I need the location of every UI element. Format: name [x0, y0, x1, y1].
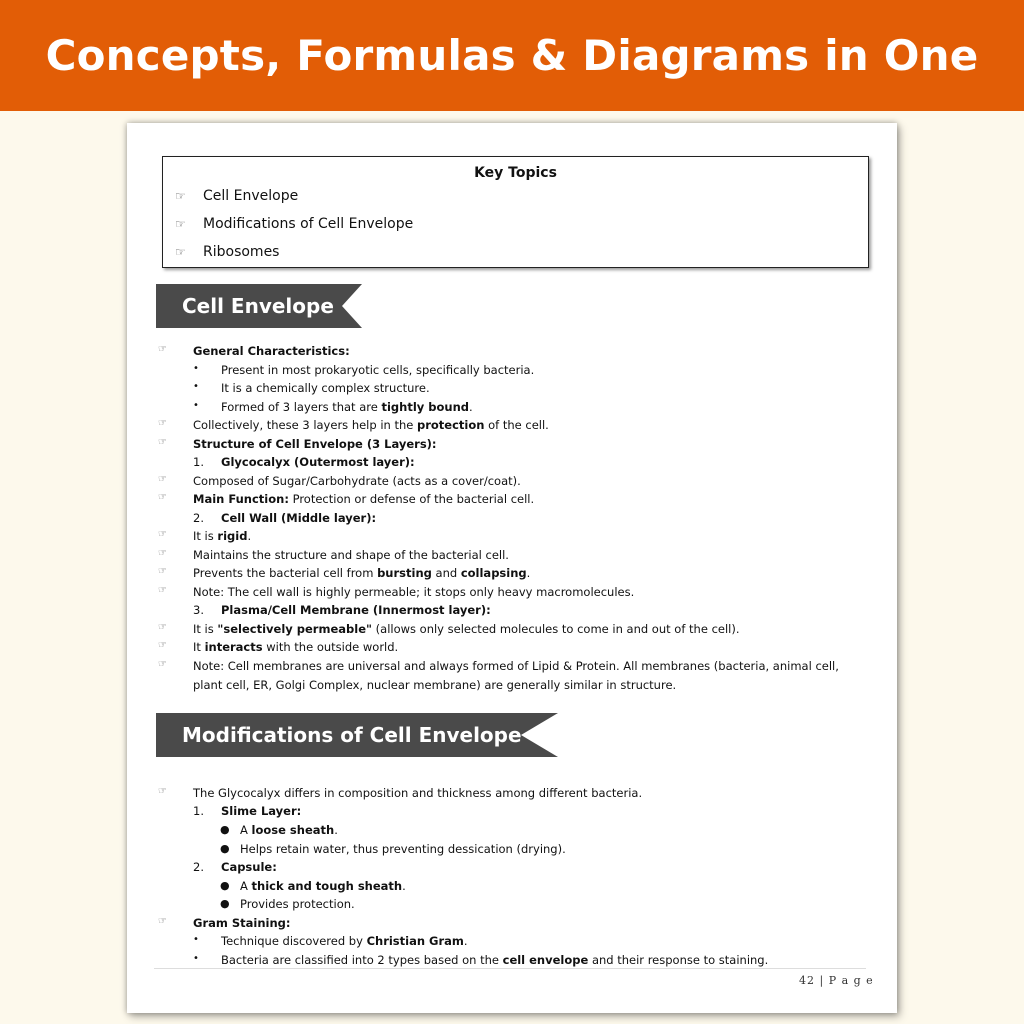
bullet-icon: ●: [220, 842, 230, 855]
pointing-hand-icon: ☞: [158, 640, 167, 651]
section-title: Modifications of Cell Envelope: [182, 723, 522, 747]
banner: [0, 0, 1024, 111]
pointing-hand-icon: ☞: [158, 566, 167, 577]
bullet-icon: •: [193, 363, 199, 374]
bullet-icon: •: [193, 953, 199, 964]
pointing-hand-icon: ☞: [158, 622, 167, 633]
pointing-hand-icon: ☞: [158, 529, 167, 540]
footer-divider: [154, 968, 866, 969]
section-header-cell-envelope: [156, 284, 362, 328]
pointing-hand-icon: ☞: [175, 245, 186, 259]
pointing-hand-icon: ☞: [158, 585, 167, 596]
pointing-hand-icon: ☞: [158, 437, 167, 448]
section-title: Cell Envelope: [182, 294, 334, 318]
bullet-icon: ●: [220, 897, 230, 910]
bullet-icon: ●: [220, 823, 230, 836]
pointing-hand-icon: ☞: [175, 217, 186, 231]
page-number: 42 | P a g e: [799, 974, 874, 987]
key-topic-item: ☞ Modifications of Cell Envelope: [175, 216, 414, 232]
document-page: Key Topics ☞ Cell Envelope ☞ Modifications of Cell Envelope ☞ Ribosomes Cell Envelope ☞ General Characteristics: • Present in most prokaryotic cells, specifically bacteria. • It is a chemically complex structure. • Formed of 3 layers that are tightly bound. ☞ Collectively, these 3 layers help in the protection of the cell. ☞ Structure of Cell Envelope (3 Layers): 1. Glycocalyx (Outermost layer): ☞ Composed of Sugar/Carbohydrate (acts as a cover/coat). ☞ Main Function: Protection or defense of the bacterial cell. 2. Cell Wall (Middle layer): ☞ It is rigid. ☞ Maintains the structure and shape of the bacterial cell. ☞ Prevents the bacterial cell from bursting and collapsing. ☞ Note: The cell wall is highly permeable; it stops only heavy macromolecules. 3. Plasma/Cell Membrane (Innermost layer): ☞ It is "selectively permeable" (allows only selected molecules to come in and out of the cell). ☞ It interacts with the outside world. ☞ Note: Cell membranes are universal and always formed of Lipid & Protein. All membranes (bacteria, animal cell, plant cell, ER, Golgi Complex, nuclear membrane) are generally similar in structure. Modifications of Cell Envelope ☞ The Glycocalyx differs in composition and thickness among different bacteria. 1. Slime Layer: ● A loose sheath. ● Helps retain water, thus preventing dessication (drying). 2. Capsule: ● A thick and tough sheath. ● Provides protection. ☞ Gram Staining: • Technique discovered by Christian Gram. • Bacteria are classified into 2 types based on the cell envelope and their response to staining. 42 | P a g e: [127, 123, 897, 1013]
pointing-hand-icon: ☞: [158, 344, 167, 355]
section-header-modifications: [156, 713, 558, 757]
pointing-hand-icon: ☞: [158, 659, 167, 670]
pointing-hand-icon: ☞: [158, 786, 167, 797]
pointing-hand-icon: ☞: [158, 474, 167, 485]
bullet-icon: •: [193, 934, 199, 945]
pointing-hand-icon: ☞: [175, 189, 186, 203]
pointing-hand-icon: ☞: [158, 548, 167, 559]
pointing-hand-icon: ☞: [158, 916, 167, 927]
key-topic-item: ☞ Ribosomes: [175, 244, 280, 260]
key-topic-item: ☞ Cell Envelope: [175, 188, 299, 204]
pointing-hand-icon: ☞: [158, 492, 167, 503]
pointing-hand-icon: ☞: [158, 418, 167, 429]
banner-title: Concepts, Formulas & Diagrams in One: [45, 31, 979, 80]
key-topics-box: [162, 156, 869, 268]
key-topics-title: Key Topics: [474, 165, 557, 181]
bullet-icon: •: [193, 381, 199, 392]
bullet-icon: •: [193, 400, 199, 411]
bullet-icon: ●: [220, 879, 230, 892]
